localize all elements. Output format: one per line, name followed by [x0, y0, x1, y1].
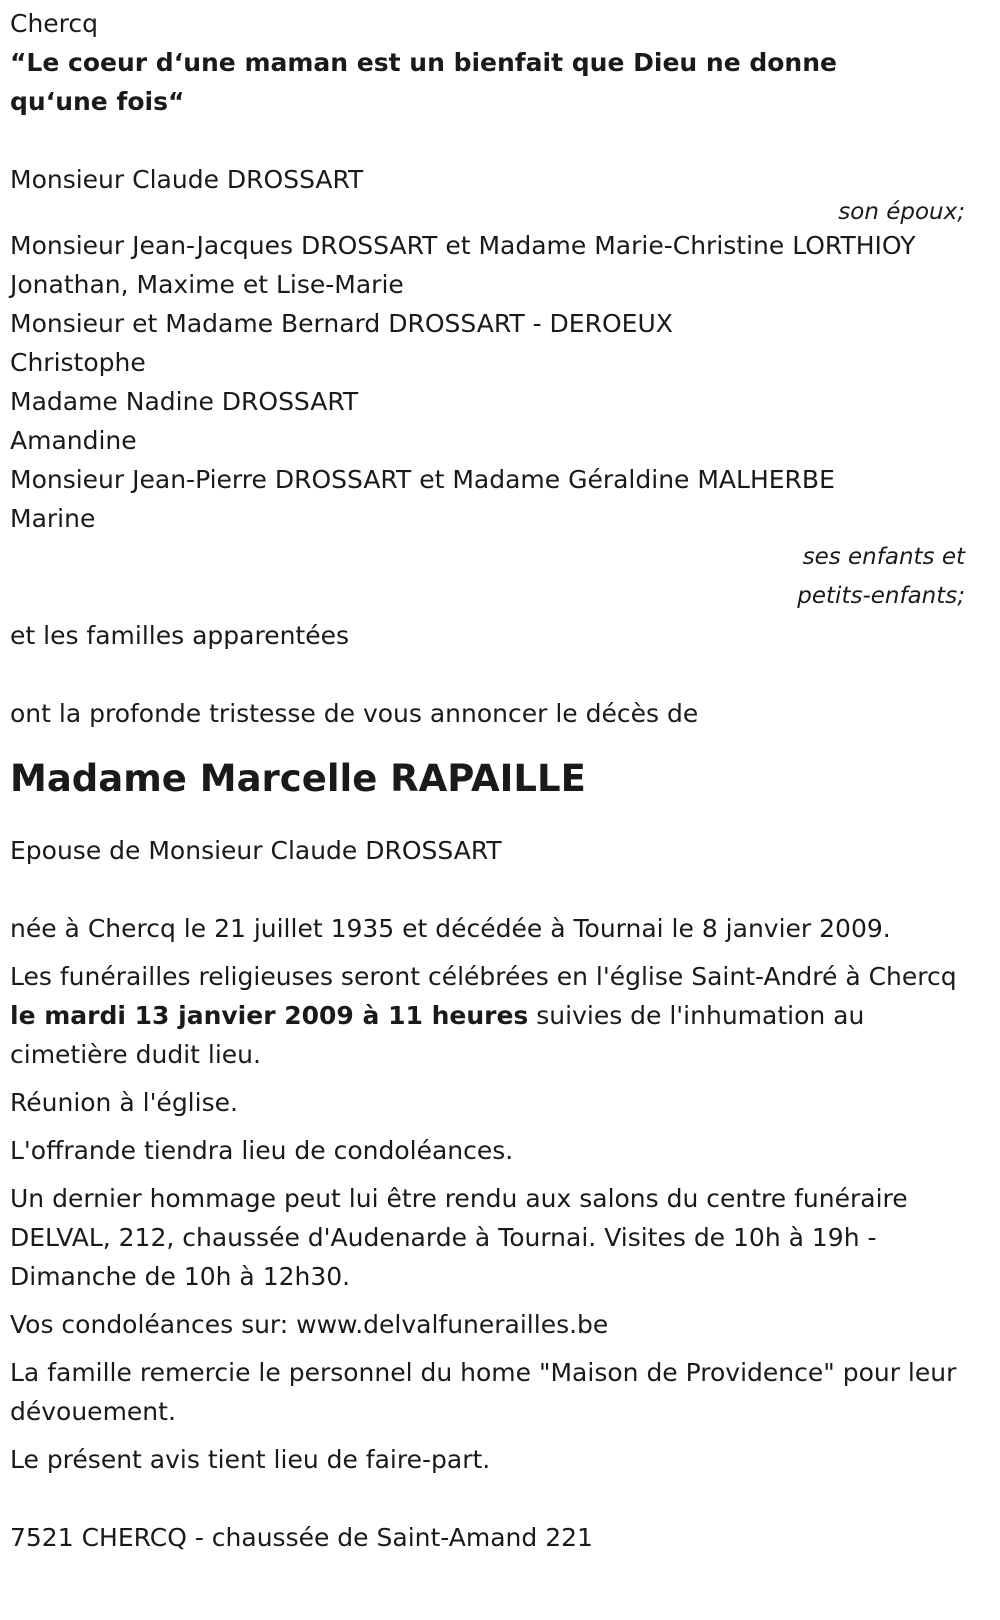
birth-death: née à Chercq le 21 juillet 1935 et décédée à Tournai le 8 janvier 2009.	[10, 914, 891, 943]
child-line-1: Monsieur Jean-Jacques DROSSART et Madame Marie-Christine LORTHIOY	[10, 231, 916, 260]
deceased-name: Madame Marcelle RAPAILLE	[10, 757, 586, 800]
announcement: ont la profonde tristesse de vous annoncer le décès de	[10, 699, 699, 728]
spouse-name: Monsieur Claude DROSSART	[10, 165, 364, 194]
offering: L'offrande tiendra lieu de condoléances.	[10, 1136, 514, 1165]
funeral-date-time: le mardi 13 janvier 2009 à 11 heures	[10, 1001, 529, 1030]
address: 7521 CHERCQ - chaussée de Saint-Amand 221	[10, 1523, 593, 1552]
place-heading: Chercq	[10, 9, 99, 38]
funeral-details	[10, 957, 965, 1074]
notice: Le présent avis tient lieu de faire-part.	[10, 1445, 491, 1474]
thanks: La famille remercie le personnel du home "Maison de Providence" pour leur dévouement.	[10, 1358, 957, 1426]
grandchildren-line-3: Amandine	[10, 426, 137, 455]
children-role-2: petits-enfants;	[797, 583, 965, 609]
spouse-role: son époux;	[838, 199, 965, 225]
grandchildren-line-4: Marine	[10, 504, 96, 533]
child-line-2: Monsieur et Madame Bernard DROSSART - DEROEUX	[10, 309, 673, 338]
spouse-of: Epouse de Monsieur Claude DROSSART	[10, 836, 502, 865]
grandchildren-line-2: Christophe	[10, 348, 146, 377]
grandchildren-line-1: Jonathan, Maxime et Lise-Marie	[10, 270, 404, 299]
meeting: Réunion à l'église.	[10, 1088, 238, 1117]
condolences: Vos condoléances sur: www.delvalfunerailles.be	[10, 1310, 609, 1339]
child-line-3: Madame Nadine DROSSART	[10, 387, 359, 416]
obituary-document	[10, 4, 965, 1557]
children-role-1: ses enfants et	[802, 544, 965, 570]
homage: Un dernier hommage peut lui être rendu aux salons du centre funéraire DELVAL, 212, chaussée d'Audenarde à Tournai. Visites de 10h à 19h - Dimanche de 10h à 12h30.	[10, 1184, 908, 1291]
child-line-4: Monsieur Jean-Pierre DROSSART et Madame Géraldine MALHERBE	[10, 465, 835, 494]
funeral-text-before: Les funérailles religieuses seront célébrées en l'église Saint-André à Chercq	[10, 962, 957, 991]
relatives: et les familles apparentées	[10, 621, 350, 650]
quote: “Le coeur d‘une maman est un bienfait que Dieu ne donne qu‘une fois“	[10, 48, 837, 116]
funeral-text-after: suivies de l'inhumation au cimetière dudit lieu.	[10, 1001, 865, 1069]
